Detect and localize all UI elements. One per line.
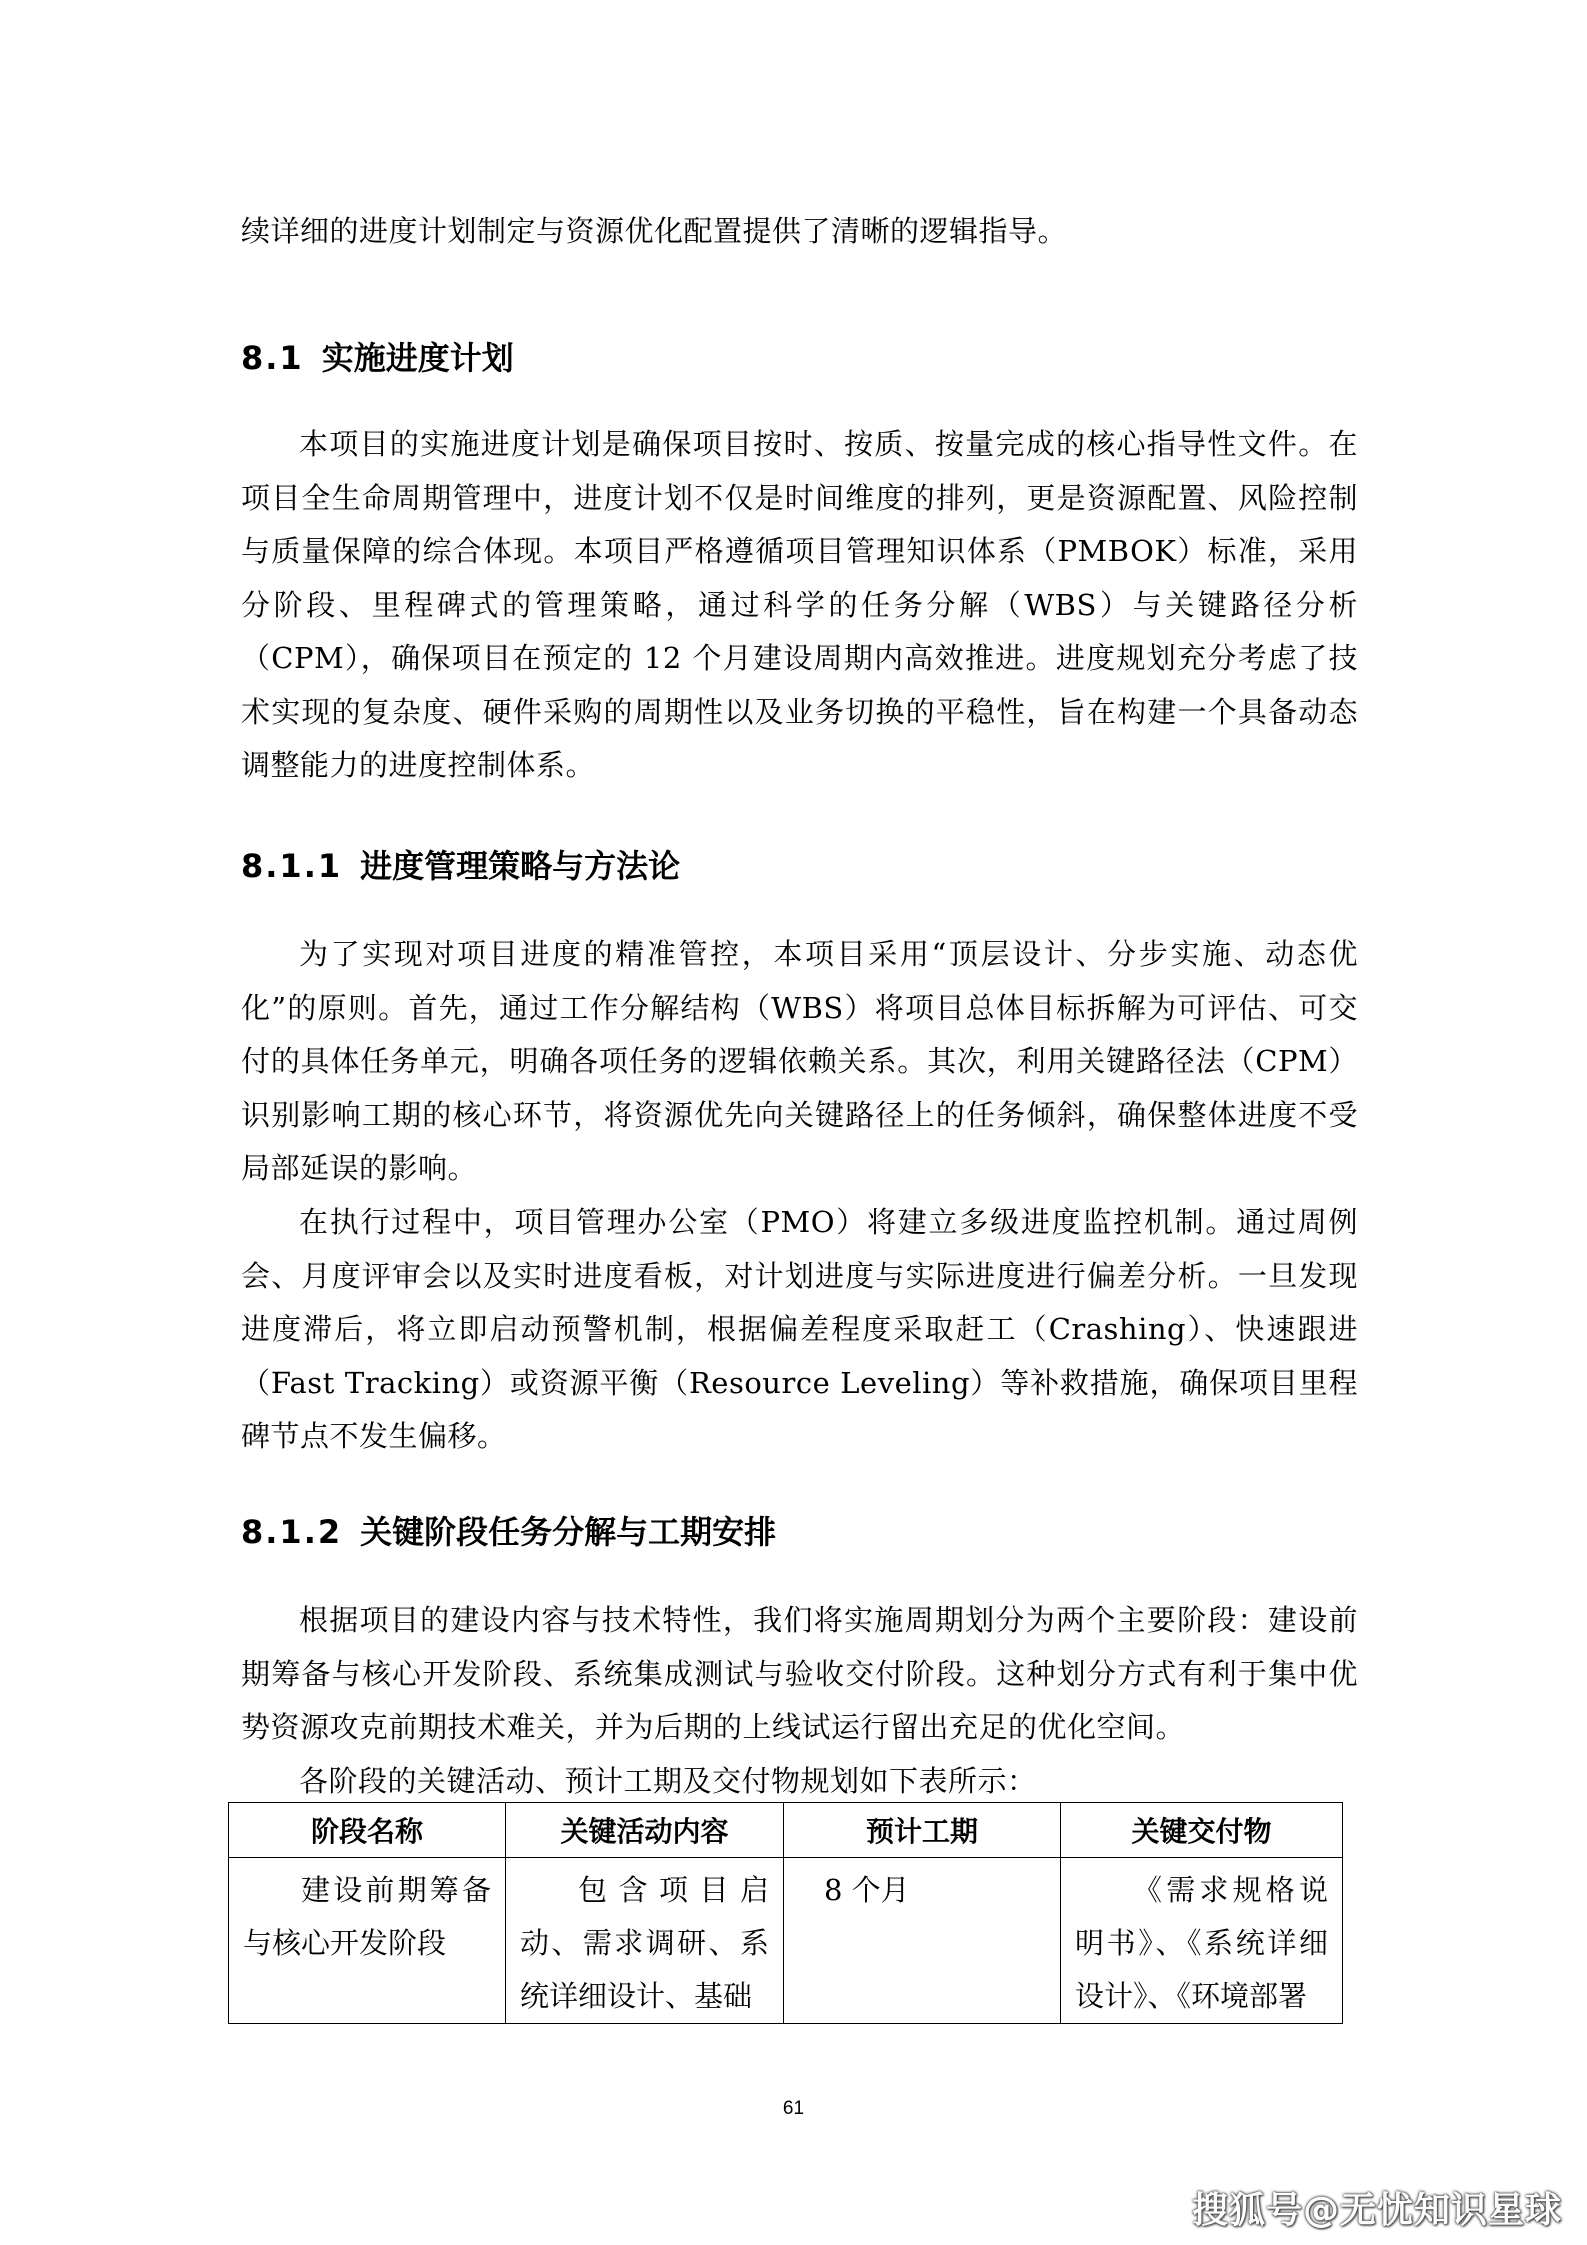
cell-phase: 建设前期筹备与核心开发阶段 [229,1858,506,2024]
cell-deliverables: 《需求规格说明书》、《系统详细设计》、《环境部署 [1061,1858,1343,2024]
heading-8-1 [241,338,514,378]
schedule-table [228,1802,1343,2024]
paragraph-intro: 本项目的实施进度计划是确保项目按时、按质、按量完成的核心指导性文件。在项目全生命周期管理中，进度计划不仅是时间维度的排列，更是资源配置、风险控制与质量保障的综合体现。本项目严格遵循项目管理知识体系（PMBOK）标准，采用分阶段、里程碑式的管理策略，通过科学的任务分解（WBS）与关键路径分析（CPM），确保项目在预定的 12 个月建设周期内高效推进。进度规划充分考虑了技术实现的复杂度、硬件采购的周期性以及业务切换的平稳性，旨在构建一个具备动态调整能力的进度控制体系。 [241,427,1358,782]
paragraph-strategy: 为了实现对项目进度的精准管控，本项目采用“顶层设计、分步实施、动态优化”的原则。首先，通过工作分解结构（WBS）将项目总体目标拆解为可评估、可交付的具体任务单元，明确各项任务的逻辑依赖关系。其次，利用关键路径法（CPM）识别影响工期的核心环节，将资源优先向关键路径上的任务倾斜，确保整体进度不受局部延误的影响。 [241,937,1358,1185]
cell-duration: 8 个月 [784,1858,1061,2024]
paragraph-table-intro: 各阶段的关键活动、预计工期及交付物规划如下表所示： [299,1764,1037,1798]
header-deliverables: 关键交付物 [1061,1803,1343,1858]
header-phase-name: 阶段名称 [229,1803,506,1858]
page-number: 61 [782,2098,805,2119]
header-duration: 预计工期 [784,1803,1061,1858]
table-row [229,1858,1343,2024]
paragraph-phases: 根据项目的建设内容与技术特性，我们将实施周期划分为两个主要阶段：建设前期筹备与核心开发阶段、系统集成测试与验收交付阶段。这种划分方式有利于集中优势资源攻克前期技术难关，并为后期的上线试运行留出充足的优化空间。 [241,1603,1358,1744]
heading-text: 关键阶段任务分解与工期安排 [360,1513,777,1551]
heading-text: 实施进度计划 [321,339,514,377]
paragraph-continuation: 续详细的进度计划制定与资源优化配置提供了清晰的逻辑指导。 [241,214,1068,248]
heading-8-1-2 [241,1512,776,1552]
cell-activities: 包含项目启动、需求调研、系统详细设计、基础 [506,1858,784,2024]
paragraph-monitoring: 在执行过程中，项目管理办公室（PMO）将建立多级进度监控机制。通过周例会、月度评审会以及实时进度看板，对计划进度与实际进度进行偏差分析。一旦发现进度滞后，将立即启动预警机制，根据偏差程度采取赶工（Crashing）、快速跟进（Fast Tracking）或资源平衡（Resource Leveling）等补救措施，确保项目里程碑节点不发生偏移。 [241,1205,1358,1453]
source-watermark: 搜狐号@无忧知识星球 [1191,2190,1562,2231]
heading-8-1-1 [241,846,680,886]
table-header-row [229,1803,1343,1858]
heading-number: 8.1.1 [241,847,343,885]
heading-number: 8.1.2 [241,1513,343,1551]
heading-text: 进度管理策略与方法论 [360,847,681,885]
heading-number: 8.1 [241,339,304,377]
header-key-activities: 关键活动内容 [506,1803,784,1858]
